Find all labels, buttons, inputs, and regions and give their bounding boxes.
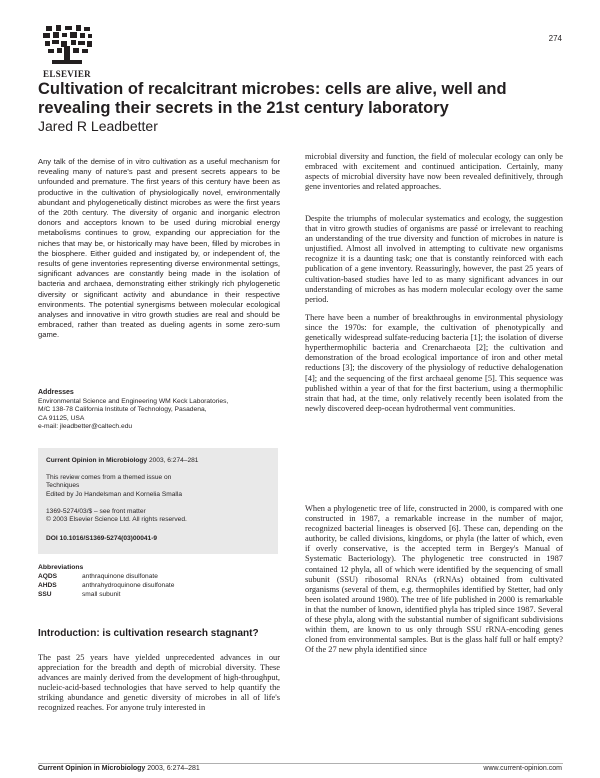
body-paragraph-2: Despite the triumphs of molecular systematics and ecology, the suggestion that in vitro growth studies of organisms are passé or irrelevant to reaching an understanding of the true diversity and function of microbes in nature is unjustified. Almost all involved in attempting to cultivate new organisms recognize it is a daunting task; one that is constantly reinforced with each publication of a gene inventory. Reassuringly, however, the past 25 years of cultivation-based studies have led to as many significant advances in our understanding of microbes as has modern molecular ecology over the same period. [305, 214, 563, 304]
abbreviation-row [38, 573, 158, 580]
info-copyright: 1369-5274/03/$ – see front matter © 2003 Elsevier Science Ltd. All rights reserved. [46, 508, 187, 524]
body-paragraph-3: There have been a number of breakthroughs in environmental physiology since the 1970s: for example, the cultivation of phenotypically and genetically widespread sulfate-reducing bacteria [1]; the isolation of diverse hyperthermophilic bacteria and Crenarchaeota [2]; the cultivation and demonstration of the broad ecological importance of iron and other metal reductions [3]; the discovery of the physiology of reductive dehalogenation [4]; and the sequencing of the first archaeal genome [5]. This sequence was published within a year of that for the first bacterium, using a thermophilic strain that had, at the time, only relatively recently been isolated from the newly discovered deep-ocean hydrothermal vent communities. [305, 313, 563, 413]
abbreviation-key: AHDS [38, 582, 57, 589]
publisher-name: ELSEVIER [43, 69, 91, 79]
footer-journal: Current Opinion in Microbiology [38, 765, 146, 772]
addresses-text: Environmental Science and Engineering WM Keck Laboratories, M/C 138-78 California Institute of Technology, Pasadena, CA 91125, USA e-mail: jleadbetter@caltech.edu [38, 398, 229, 431]
abstract: Any talk of the demise of in vitro cultivation as a useful mechanism for revealing many of nature's past and present secrets appears to be unfounded and premature. The first years of this century have been as productive in the cultivation of physiologically novel, environmentally abundant and phylogenetically distinct microbes as were the first years of the 20th century. The diversity of organic and inorganic electron donors and acceptors known to be used during microbial energy metabolisms continues to grow, expanding our appreciation for the niches that may be, or historically may have been, filled by microbes in the biosphere. Either guided and instigated by, or independent of, the results of gene inventories representing diverse environmental settings, significant advances are constantly being made in the isolation of bacteria and archaea, demonstrating either strikingly rich phylogenetic diversity or significant activity and abundance in their respective environments. The potential synergisms between molecular ecological analyses and innovative in vitro growth studies are real and should be embraced, rather than treated as dueling agents in some zero-sum game. [38, 157, 280, 340]
body-paragraph-1: microbial diversity and function, the field of molecular ecology can only be embraced with excitement and continued anticipation. Certainly, many aspects of microbial diversity have now been revealed definitively, through gene inventories and related approaches. [305, 152, 563, 192]
abbreviation-key: SSU [38, 591, 52, 598]
article-info-box [38, 448, 278, 554]
footer-citation-text: 2003, 6:274–281 [145, 765, 200, 772]
info-doi: DOI 10.1016/S1369-5274(03)00041-9 [46, 535, 158, 542]
intro-paragraph: The past 25 years have yielded unprecedented advances in our appreciation for the breadth and depth of microbial diversity. These advances are mainly derived from the development of high-throughput, nucleic-acid-based technologies that have served to help quantify the striking abundance and genetic diversity of microbes in all of life's recognized reaches. For anyone truly interested in [38, 653, 280, 713]
addresses-label: Addresses [38, 389, 74, 396]
abbreviation-value: anthrahydroquinone disulfonate [82, 582, 175, 589]
elsevier-tree-icon [38, 22, 96, 68]
section-heading: Introduction: is cultivation research stagnant? [38, 628, 259, 639]
abbreviation-row [38, 591, 120, 598]
abbreviations-label: Abbreviations [38, 564, 84, 571]
info-citation [46, 457, 198, 465]
abbreviation-value: anthraquinone disulfonate [82, 573, 158, 580]
info-citation-text: 2003, 6:274–281 [147, 457, 199, 464]
article-author: Jared R Leadbetter [38, 118, 158, 134]
info-journal: Current Opinion in Microbiology [46, 457, 148, 464]
abbreviation-key: AQDS [38, 573, 58, 580]
page-number: 274 [548, 34, 562, 43]
info-review: This review comes from a themed issue on Techniques Edited by Jo Handelsman and Kornelia Smalla [46, 474, 182, 498]
article-title: Cultivation of recalcitrant microbes: cells are alive, well and revealing their secrets in the 21st century laboratory [38, 80, 507, 117]
footer-website-link[interactable]: www.current-opinion.com [483, 765, 562, 772]
footer-citation [38, 765, 200, 772]
abbreviation-row [38, 582, 174, 589]
body-paragraph-4: When a phylogenetic tree of life, constructed in 2000, is compared with one constructed in 1987, a remarkable increase in the number of major, recognized bacterial lineages is observed [6]. These can, depending on the authority, be called divisions, kingdoms, or phyla (the latter of which, even if overly conservative, is the accepted term in Bergey's Manual of Systematic Bacteriology). The phylogenetic tree constructed in 1987 contained 12 phyla, all of which were identified by the sequencing of small subunit (SSU) ribosomal RNAs (rRNAs) obtained from cultivated organisms (several of them, e.g. thermophiles identified by Stetter, had only been isolated around 1980). The tree of life published in 2000 is remarkable in that the number of known, identified phyla has tripled since 1987. Several of these phyla, along with the substantial number of significant subdivisions within them, are known to us only through SSU rRNA-encoding genes cloned from environmental samples. But is the glass half full or half empty? Of the 27 new phyla identified since [305, 504, 563, 655]
abbreviation-value: small subunit [82, 591, 121, 598]
footer-divider [38, 763, 563, 764]
